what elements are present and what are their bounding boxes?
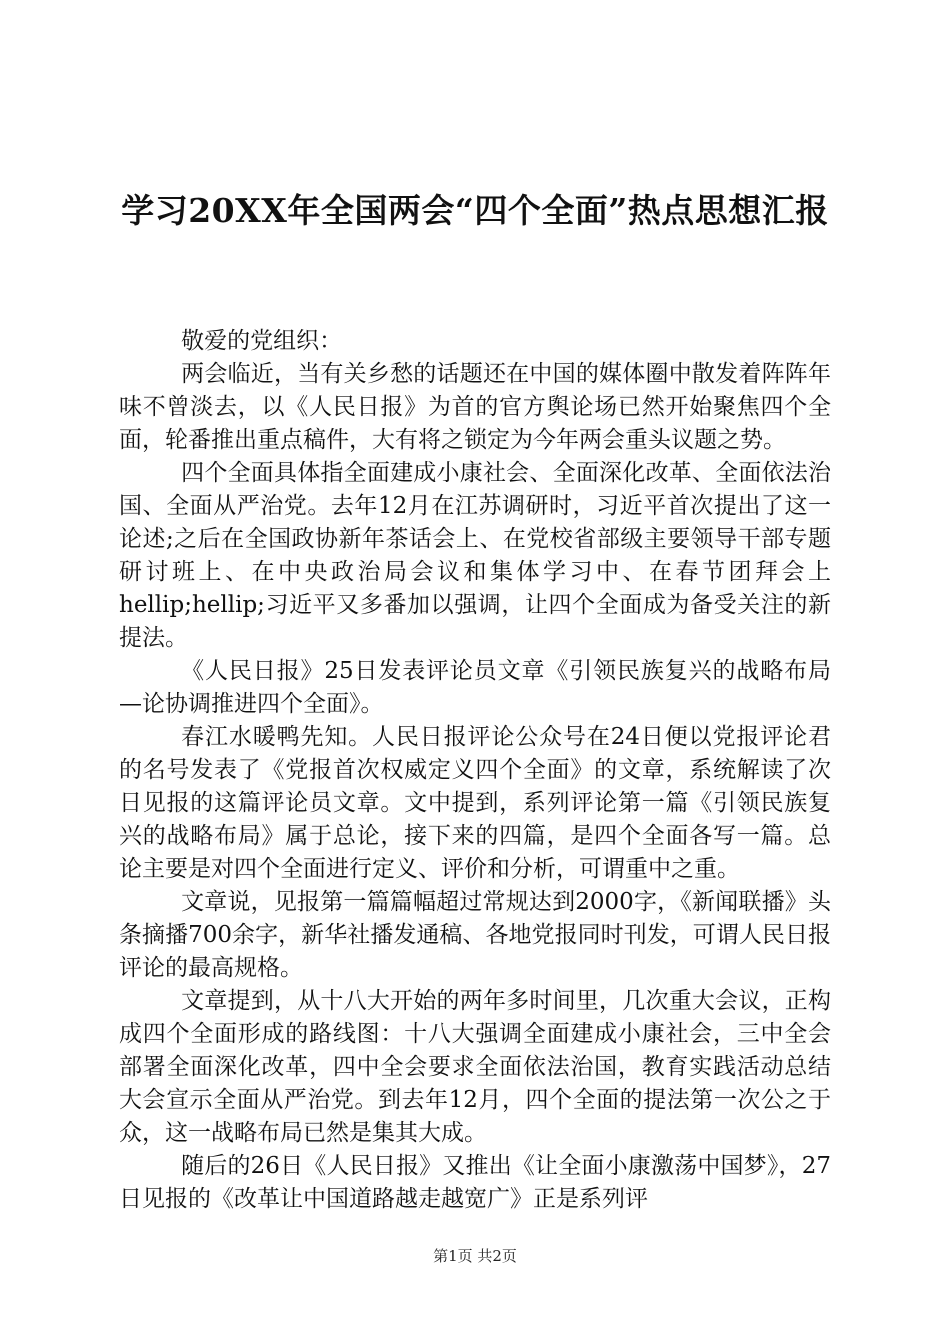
document-body [119,325,831,1216]
page-number: 第1页 共2页 [433,1247,517,1265]
paragraph: 文章提到，从十八大开始的两年多时间里，几次重大会议，正构成四个全面形成的路线图：十八大强调全面建成小康社会，三中全会部署全面深化改革，四中全会要求全面依法治国，教育实践活动总结大会宣示全面从严治党。到去年12月，四个全面的提法第一次公之于众，这一战略布局已然是集其大成。 [119,988,831,1146]
paragraph: 两会临近，当有关乡愁的话题还在中国的媒体圈中散发着阵阵年味不曾淡去，以《人民日报》为首的官方舆论场已然开始聚焦四个全面，轮番推出重点稿件，大有将之锁定为今年两会重头议题之势。 [119,361,831,453]
paragraph: 四个全面具体指全面建成小康社会、全面深化改革、全面依法治国、全面从严治党。去年12月在江苏调研时，习近平首次提出了这一论述;之后在全国政协新年茶话会上、在党校省部级主要领导干部专题研讨班上、在中央政治局会议和集体学习中、在春节团拜会上hellip;hellip;习近平又多番加以强调，让四个全面成为备受关注的新提法。 [119,460,831,651]
salutation: 敬爱的党组织： [181,328,343,354]
paragraph: 随后的26日《人民日报》又推出《让全面小康激荡中国梦》，27日见报的《改革让中国道路越走越宽广》正是系列评 [119,1153,831,1212]
document-title: 学习20XX年全国两会“四个全面”热点思想汇报 [121,191,829,230]
paragraph: 春江水暖鸭先知。人民日报评论公众号在24日便以党报评论君的名号发表了《党报首次权威定义四个全面》的文章，系统解读了次日见报的这篇评论员文章。文中提到，系列评论第一篇《引领民族复兴的战略布局》属于总论，接下来的四篇，是四个全面各写一篇。总论主要是对四个全面进行定义、评价和分析，可谓重中之重。 [119,724,831,882]
paragraph: 文章说，见报第一篇篇幅超过常规达到2000字，《新闻联播》头条摘播700余字，新华社播发通稿、各地党报同时刊发，可谓人民日报评论的最高规格。 [119,889,831,981]
page-footer [0,1246,950,1266]
paragraph: 《人民日报》25日发表评论员文章《引领民族复兴的战略布局—论协调推进四个全面》。 [119,658,831,717]
